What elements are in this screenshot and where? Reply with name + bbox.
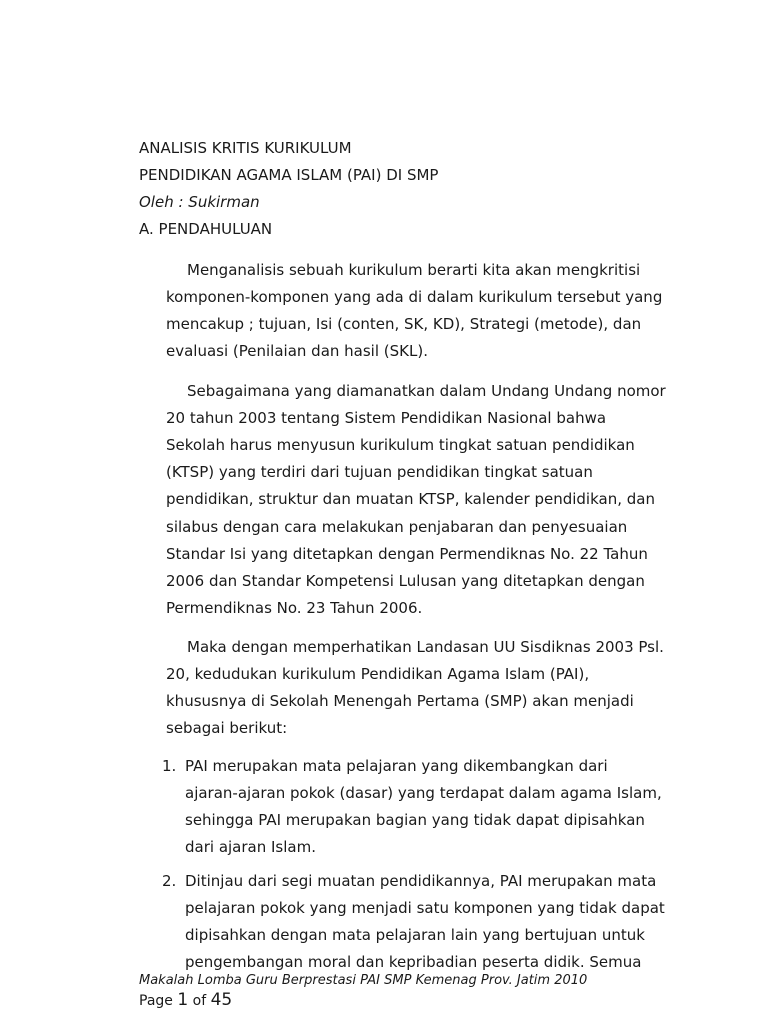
page-current: 1 <box>177 990 189 1010</box>
footer-note: Makalah Lomba Guru Berprestasi PAI SMP Kemenag Prov. Jatim 2010 <box>139 973 588 988</box>
page-label: Page <box>139 993 173 1009</box>
paragraph-2-line: Sekolah harus menyusun kurikulum tingkat satuan pendidikan <box>166 436 635 454</box>
list-item-line: PAI merupakan mata pelajaran yang dikembangkan dari <box>185 757 608 775</box>
paragraph-1-line: mencakup ; tujuan, Isi (conten, SK, KD), Strategi (metode), dan <box>166 315 642 333</box>
paragraph-2-line: pendidikan, struktur dan muatan KTSP, kalender pendidikan, dan <box>166 490 655 508</box>
page-total: 45 <box>210 990 233 1010</box>
paragraph-1-line: Menganalisis sebuah kurikulum berarti kita akan mengkritisi <box>187 261 641 279</box>
list-item-line: Ditinjau dari segi muatan pendidikannya, PAI merupakan mata <box>185 872 657 890</box>
list-item-line: dipisahkan dengan mata pelajaran lain yang bertujuan untuk <box>185 926 645 944</box>
list-number: 1. <box>162 757 177 775</box>
author-line: Oleh : Sukirman <box>139 193 260 211</box>
title-line-1: ANALISIS KRITIS KURIKULUM <box>139 139 352 157</box>
paragraph-2-line: silabus dengan cara melakukan penjabaran dan penyesuaian <box>166 518 628 536</box>
paragraph-3-line: khususnya di Sekolah Menengah Pertama (SMP) akan menjadi <box>166 692 634 710</box>
title-line-2: PENDIDIKAN AGAMA ISLAM (PAI) DI SMP <box>139 166 439 184</box>
list-item-line: sehingga PAI merupakan bagian yang tidak dapat dipisahkan <box>185 811 645 829</box>
paragraph-3-line: 20, kedudukan kurikulum Pendidikan Agama Islam (PAI), <box>166 665 590 683</box>
list-number: 2. <box>162 872 177 890</box>
paragraph-2-line: 20 tahun 2003 tentang Sistem Pendidikan Nasional bahwa <box>166 409 607 427</box>
paragraph-2-line: Standar Isi yang ditetapkan dengan Permendiknas No. 22 Tahun <box>166 545 648 563</box>
list-item-line: pengembangan moral dan kepribadian peserta didik. Semua <box>185 953 642 971</box>
paragraph-2-line: Sebagaimana yang diamanatkan dalam Undang Undang nomor <box>187 382 666 400</box>
paragraph-1-line: komponen-komponen yang ada di dalam kurikulum tersebut yang <box>166 288 663 306</box>
paragraph-2-line: Permendiknas No. 23 Tahun 2006. <box>166 599 423 617</box>
paragraph-3-line: sebagai berikut: <box>166 719 288 737</box>
list-item-line: dari ajaran Islam. <box>185 838 316 856</box>
list-item-line: ajaran-ajaran pokok (dasar) yang terdapat dalam agama Islam, <box>185 784 662 802</box>
paragraph-2-line: 2006 dan Standar Kompetensi Lulusan yang ditetapkan dengan <box>166 572 645 590</box>
page-of: of <box>192 993 207 1009</box>
paragraph-2-line: (KTSP) yang terdiri dari tujuan pendidikan tingkat satuan <box>166 463 593 481</box>
page-indicator <box>139 990 232 1010</box>
paragraph-1-line: evaluasi (Penilaian dan hasil (SKL). <box>166 342 428 360</box>
paragraph-3-line: Maka dengan memperhatikan Landasan UU Sisdiknas 2003 Psl. <box>187 638 664 656</box>
section-heading: A. PENDAHULUAN <box>139 220 273 238</box>
list-item-line: pelajaran pokok yang menjadi satu komponen yang tidak dapat <box>185 899 665 917</box>
